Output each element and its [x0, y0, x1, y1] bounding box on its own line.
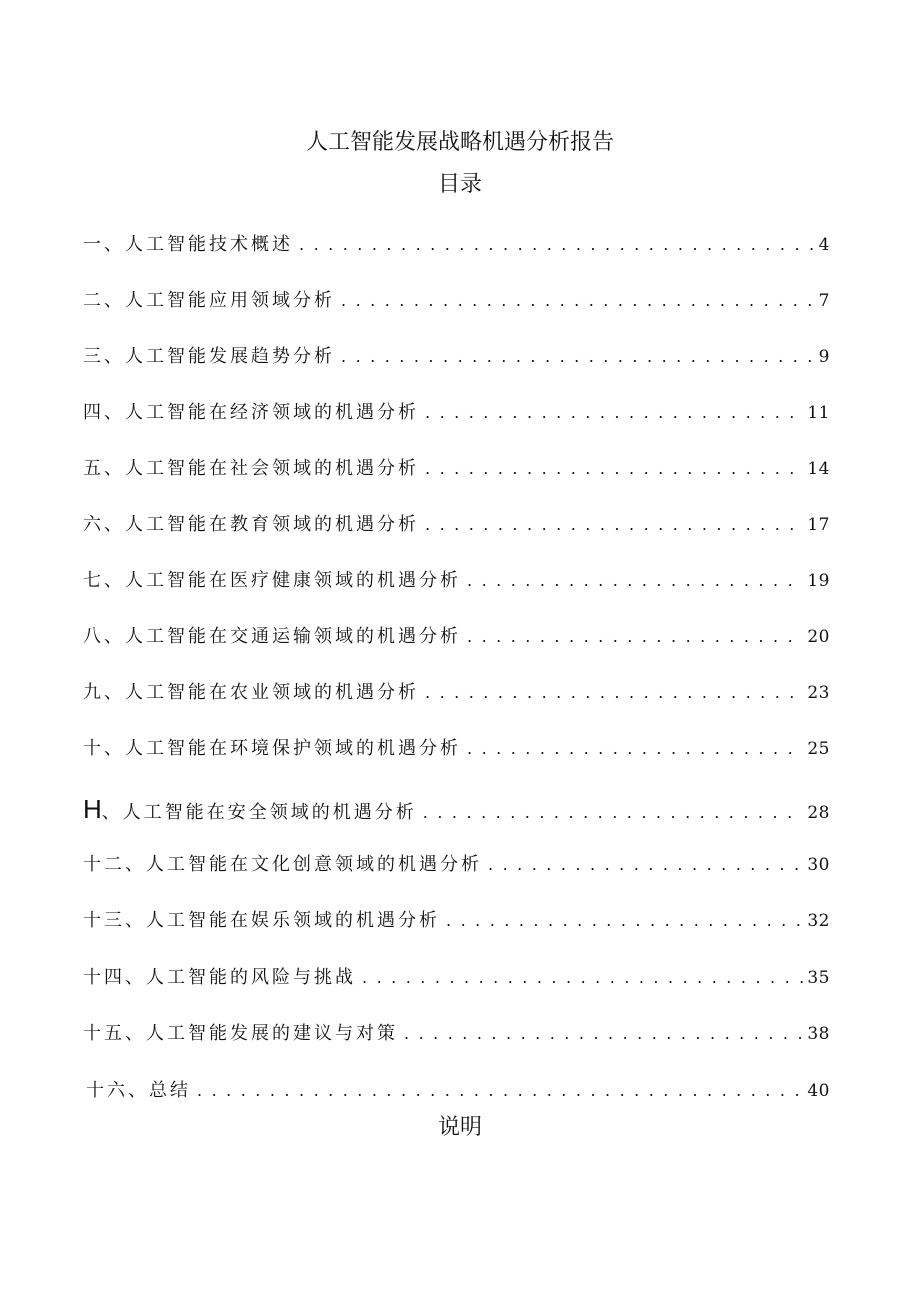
toc-dot-leader [425, 510, 803, 540]
toc-page-number: 4 [818, 235, 830, 255]
toc-entry[interactable] [83, 230, 830, 260]
toc-entry[interactable] [83, 678, 830, 708]
toc-entry-label: 十四、人工智能的风险与挑战 [83, 967, 356, 988]
toc-entry[interactable] [83, 566, 830, 596]
toc-page-number: 11 [807, 403, 830, 423]
toc-page-number: 25 [807, 739, 830, 759]
toc-entry[interactable] [83, 850, 830, 880]
toc-page-number: 40 [807, 1081, 830, 1101]
toc-page-number: 20 [807, 627, 830, 647]
toc-entry-label [83, 794, 417, 828]
toc-page-number: 14 [807, 459, 830, 479]
toc-dot-leader [488, 850, 803, 880]
toc-page-number: 35 [807, 968, 830, 988]
toc-page-number: 7 [818, 291, 830, 311]
toc-entry[interactable] [83, 398, 830, 428]
toc-dot-leader [467, 622, 803, 652]
toc-page-number: 17 [807, 515, 830, 535]
toc-page-number: 28 [807, 803, 830, 823]
toc-dot-leader [425, 678, 803, 708]
toc-entry[interactable] [83, 454, 830, 484]
toc-entry-label: 一、人工智能技术概述 [83, 234, 293, 255]
toc-entry[interactable] [83, 510, 830, 540]
toc-page-number: 23 [807, 683, 830, 703]
toc-entry-label: 八、人工智能在交通运输领域的机遇分析 [83, 626, 461, 647]
toc-dot-leader [362, 963, 803, 993]
toc-entry-label: 十三、人工智能在娱乐领域的机遇分析 [83, 910, 440, 931]
section-heading: 说明 [437, 1115, 482, 1140]
toc-entry-label: 二、人工智能应用领域分析 [83, 290, 335, 311]
toc-page-number: 38 [807, 1024, 830, 1044]
toc-entry-label: 十五、人工智能发展的建议与对策 [83, 1023, 398, 1044]
toc-dot-leader [299, 230, 815, 260]
toc-entry[interactable] [83, 906, 830, 936]
toc-entry[interactable] [83, 622, 830, 652]
toc-dot-leader [446, 906, 803, 936]
document-title: 人工智能发展战略机遇分析报告 [305, 130, 614, 155]
toc-dot-leader [467, 734, 803, 764]
toc-page-number: 30 [807, 855, 830, 875]
toc-entry-label-prefix: H [83, 794, 102, 824]
toc-entry-label: 七、人工智能在医疗健康领域的机遇分析 [83, 570, 461, 591]
toc-entry[interactable] [83, 734, 830, 764]
toc-entry[interactable] [83, 794, 830, 824]
toc-entry-label: 四、人工智能在经济领域的机遇分析 [83, 402, 419, 423]
toc-page-number: 9 [818, 347, 830, 367]
toc-heading: 目录 [437, 172, 482, 197]
toc-entry-label: 十二、人工智能在文化创意领域的机遇分析 [83, 854, 482, 875]
toc-page-number: 32 [807, 911, 830, 931]
toc-page-number: 19 [807, 571, 830, 591]
toc-entry-label: 三、人工智能发展趋势分析 [83, 346, 335, 367]
toc-dot-leader [425, 454, 803, 484]
toc-entry-label: 十六、总结 [86, 1080, 191, 1101]
toc-entry-label: 九、人工智能在农业领域的机遇分析 [83, 682, 419, 703]
toc-entry[interactable] [83, 963, 830, 993]
toc-entry-label-text: 、人工智能在安全领域的机遇分析 [101, 802, 417, 823]
toc-dot-leader [467, 566, 803, 596]
toc-entry[interactable] [83, 342, 830, 372]
toc-entry-label: 六、人工智能在教育领域的机遇分析 [83, 514, 419, 535]
toc-dot-leader [425, 398, 803, 428]
toc-entry[interactable] [83, 1019, 830, 1049]
toc-dot-leader [341, 342, 815, 372]
toc-entry[interactable] [86, 1076, 830, 1106]
toc-entry-label: 十、人工智能在环境保护领域的机遇分析 [83, 738, 461, 759]
toc-entry-label: 五、人工智能在社会领域的机遇分析 [83, 458, 419, 479]
toc-dot-leader [404, 1019, 803, 1049]
toc-dot-leader [197, 1076, 803, 1106]
toc-entry[interactable] [83, 286, 830, 316]
toc-dot-leader [341, 286, 815, 316]
toc-dot-leader [423, 798, 804, 828]
